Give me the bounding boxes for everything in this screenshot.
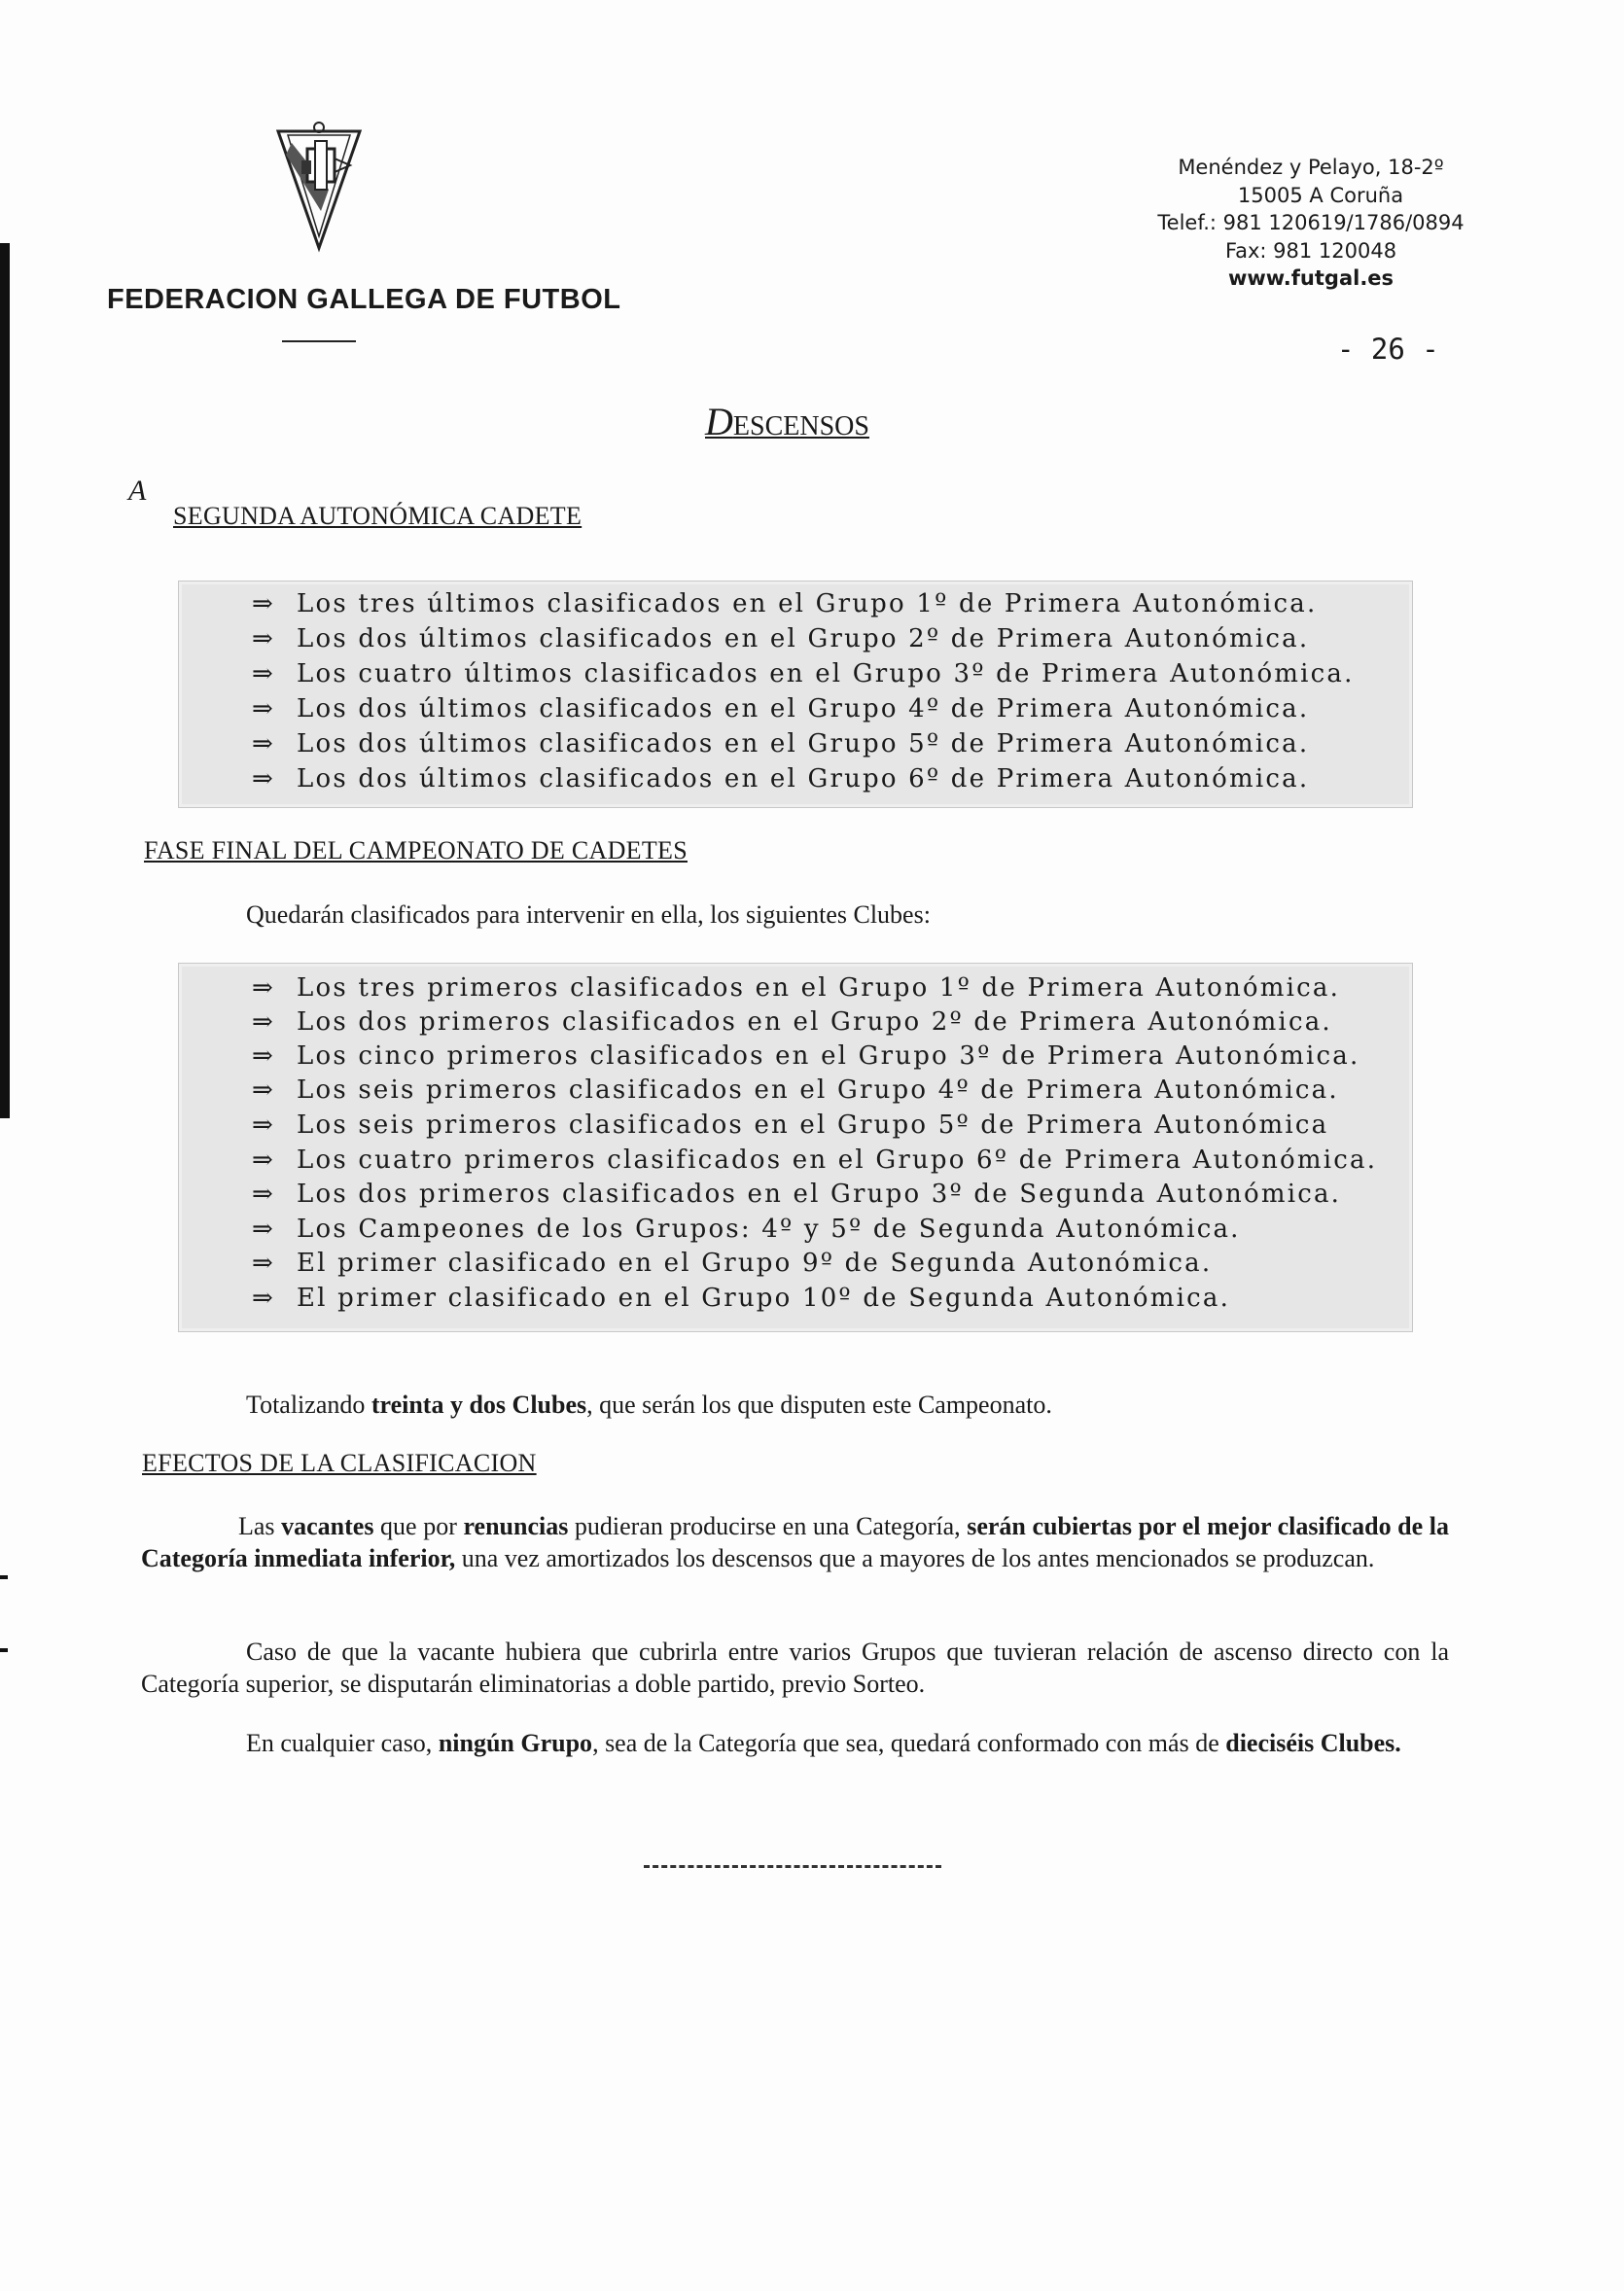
page-title	[705, 399, 869, 444]
arrow-icon: ⇒	[252, 729, 275, 758]
list-item: ⇒ Los tres primeros clasificados en el Grupo 1º de Primera Autonómica.	[252, 973, 1341, 1003]
list-item: ⇒ El primer clasificado en el Grupo 9º de Segunda Autonómica.	[252, 1249, 1213, 1278]
list-item: ⇒ Los cuatro últimos clasificados en el Grupo 3º de Primera Autonómica.	[252, 659, 1355, 688]
arrow-icon: ⇒	[252, 694, 275, 723]
arrow-icon: ⇒	[252, 1249, 275, 1278]
list-item: ⇒ Los tres últimos clasificados en el Grupo 1º de Primera Autonómica.	[252, 589, 1318, 618]
list-item: ⇒ Los seis primeros clasificados en el Grupo 4º de Primera Autonómica.	[252, 1075, 1339, 1105]
arrow-icon: ⇒	[252, 1007, 275, 1037]
title-initial: D	[705, 400, 733, 443]
handwritten-margin-mark: A	[128, 475, 147, 507]
list-item: ⇒ Los dos últimos clasificados en el Grupo 5º de Primera Autonómica.	[252, 729, 1310, 758]
address-phone: Telef.: 981 120619/1786/0894	[1157, 211, 1465, 234]
scan-edge-tick	[0, 1575, 8, 1579]
address-block	[1116, 154, 1505, 293]
list-item: ⇒ Los dos últimos clasificados en el Grupo 2º de Primera Autonómica.	[252, 624, 1310, 653]
arrow-icon: ⇒	[252, 973, 275, 1003]
list-item: ⇒ El primer clasificado en el Grupo 10º de Segunda Autonómica.	[252, 1284, 1231, 1313]
arrow-icon: ⇒	[252, 1215, 275, 1244]
website-link[interactable]: www.futgal.es	[1227, 266, 1395, 290]
list-item: ⇒ Los cinco primeros clasificados en el Grupo 3º de Primera Autonómica.	[252, 1041, 1360, 1071]
arrow-icon: ⇒	[252, 589, 275, 618]
efectos-paragraph-1: Las vacantes que por renuncias pudieran producirse en una Categoría, serán cubiertas por el mejor clasificado de la Categoría inmediata inferior, una vez amortizados los descensos que a mayores de los antes mencionados se produzcan.	[141, 1512, 1450, 1572]
arrow-icon: ⇒	[252, 1180, 275, 1209]
efectos-paragraph-3: En cualquier caso, ningún Grupo, sea de la Categoría que sea, quedará conformado con más de dieciséis Clubes.	[246, 1729, 1401, 1757]
arrow-icon: ⇒	[252, 764, 275, 793]
arrow-icon: ⇒	[252, 1146, 275, 1175]
arrow-icon: ⇒	[252, 1110, 275, 1140]
fase-final-intro: Quedarán clasificados para intervenir en ella, los siguientes Clubes:	[246, 900, 931, 929]
list-item: ⇒ Los dos primeros clasificados en el Grupo 3º de Segunda Autonómica.	[252, 1180, 1342, 1209]
divider	[282, 340, 356, 342]
scan-edge-tick	[0, 1648, 8, 1652]
federation-crest-icon	[272, 122, 366, 258]
list-item: ⇒ Los seis primeros clasificados en el Grupo 5º de Primera Autonómica	[252, 1110, 1329, 1140]
arrow-icon: ⇒	[252, 1075, 275, 1105]
address-street: Menéndez y Pelayo, 18-2º	[1178, 156, 1444, 179]
organization-name: FEDERACION GALLEGA DE FUTBOL	[107, 284, 621, 315]
list-item: ⇒ Los dos últimos clasificados en el Grupo 4º de Primera Autonómica.	[252, 694, 1310, 723]
section-heading-fase-final: FASE FINAL DEL CAMPEONATO DE CADETES	[144, 836, 688, 864]
list-item: ⇒ Los Campeones de los Grupos: 4º y 5º de Segunda Autonómica.	[252, 1215, 1241, 1244]
arrow-icon: ⇒	[252, 1284, 275, 1313]
address-fax: Fax: 981 120048	[1224, 238, 1397, 263]
efectos-paragraph-2: Caso de que la vacante hubiera que cubrirla entre varios Grupos que tuvieran relación de ascenso directo con la Categoría superior, se disputarán eliminatorias a doble partido, previo Sorteo.	[141, 1638, 1449, 1698]
list-item: ⇒ Los cuatro primeros clasificados en el Grupo 6º de Primera Autonómica.	[252, 1146, 1378, 1175]
list-item: ⇒ Los dos primeros clasificados en el Grupo 2º de Primera Autonómica.	[252, 1007, 1332, 1037]
arrow-icon: ⇒	[252, 659, 275, 688]
totalizing-paragraph: Totalizando treinta y dos Clubes, que serán los que disputen este Campeonato.	[246, 1391, 1052, 1419]
list-item: ⇒ Los dos últimos clasificados en el Grupo 6º de Primera Autonómica.	[252, 764, 1310, 793]
end-divider	[644, 1865, 941, 1868]
page-number: - 26 -	[1337, 333, 1439, 366]
scan-edge-mark	[0, 243, 10, 1118]
arrow-icon: ⇒	[252, 624, 275, 653]
title-rest: ESCENSOS	[732, 411, 869, 441]
arrow-icon: ⇒	[252, 1041, 275, 1071]
address-city: 15005 A Coruña	[1237, 183, 1404, 207]
relegation-list-box	[178, 581, 1413, 808]
section-heading-segunda: SEGUNDA AUTONÓMICA CADETE	[173, 502, 583, 530]
section-heading-efectos: EFECTOS DE LA CLASIFICACION	[142, 1449, 537, 1477]
qualified-clubs-box	[178, 963, 1413, 1332]
